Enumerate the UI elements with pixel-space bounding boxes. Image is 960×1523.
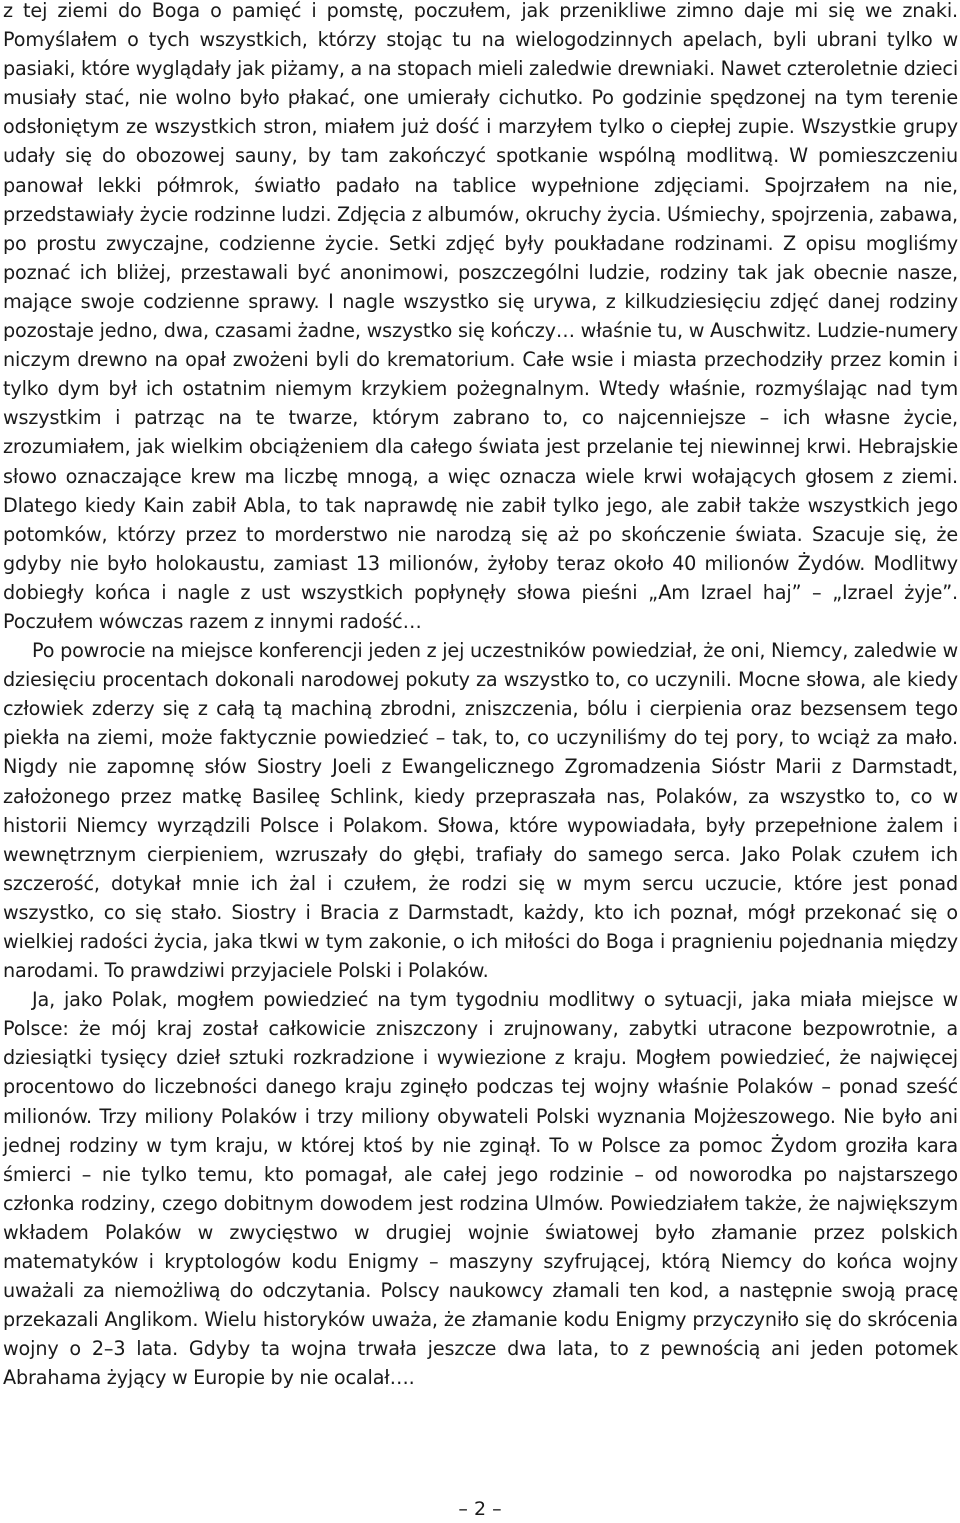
paragraph-3: Ja, jako Polak, mogłem powiedzieć na tym tygodniu modlitwy o sytuacji, jaka miała miejsce w Polsce: że mój kraj został całkowicie zniszczony i zrujnowany, zabytki utracone bezpowrotnie, a dziesiątki tysięcy dzieł sztuki rozkradzione i wywiezione z kraju. Mogłem powiedzieć, że najwięcej procentowo do liczebności danego kraju zginęło podczas tej wojny właśnie Polaków – ponad sześć milionów. Trzy miliony Polaków i trzy miliony obywateli Polski wyznania Mojżeszowego. Nie było ani jednej rodziny w tym kraju, w której ktoś by nie zginął. To w Polsce za pomoc Żydom groziła kara śmierci – nie tylko temu, kto pomagał, ale całej jego rodzinie – od noworodka po najstarszego członka rodziny, czego dobitnym dowodem jest rodzina Ulmów. Powiedziałem także, że największym wkładem Polaków w zwycięstwo w drugiej wojnie światowej było złamanie przez polskich matematyków i kryptologów kodu Enigmy – maszyny szyfrującej, którą Niemcy do końca wojny uważali za niemożliwą do odczytania. Polscy naukowcy złamali ten kod, a następnie swoją pracę przekazali Anglikom. Wielu historyków uważa, że złamanie kodu Enigmy przyczyniło się do skrócenia wojny o 2–3 lata. Gdyby ta wojna trwała jeszcze dwa lata, to z pewnością ani jeden potomek Abrahama żyjący w Europie by nie ocalał…. bbox=[3, 988, 958, 1390]
page-number: – 2 – bbox=[458, 1498, 502, 1520]
paragraph-1: z tej ziemi do Boga o pamięć i pomstę, poczułem, jak przenikliwe zimno daje mi się we znaki. Pomyślałem o tych wszystkich, którzy stojąc tu na wielogodzinnych apelach, byli ubrani tylko w pasiaki, które wyglądały jak piżamy, a na stopach mieli zaledwie drewniaki. Nawet czteroletnie dzieci musiały stać, nie wolno było płakać, one umierały cichutko. Po godzinie spędzonej na tym terenie odsłoniętym ze wszystkich stron, miałem już dość i marzyłem tylko o ciepłej zupie. Wszystkie grupy udały się do obozowej sauny, by tam zakończyć spotkanie wspólną modlitwą. W pomieszczeniu panował lekki półmrok, światło padało na tablice wypełnione zdjęciami. Spojrzałem na nie, przedstawiały życie rodzinne ludzi. Zdjęcia z albumów, okruchy życia. Uśmiechy, spojrzenia, zabawa, po prostu zwyczajne, codzienne życie. Setki zdjęć były poukładane rodzinami. Z opisu mogliśmy poznać ich bliżej, przestawali być anonimowi, poszczególni ludzie, rodziny tak jak obecnie nasze, mające swoje codzienne sprawy. I nagle wszystko się urywa, z kilkudziesięciu zdjęć danej rodziny pozostaje jedno, dwa, czasami żadne, wszystko się kończy… właśnie tu, w Auschwitz. Ludzie-numery niczym drewno na opał zwożeni byli do krematorium. Całe wsie i miasta przechodziły przez komin i tylko dym był ich ostatnim niemym krzykiem pożegnalnym. Wtedy właśnie, rozmyślając nad tym wszystkim i patrząc na te twarze, którym zabrano to, co najcenniejsze – ich własne życie, zrozumiałem, jak wielkim obciążeniem dla całego świata jest przelanie tej niewinnej krwi. Hebrajskie słowo oznaczające krew ma liczbę mnogą, a więc oznacza wiele krwi wołających głosem z ziemi. Dlatego kiedy Kain zabił Abla, to tak naprawdę nie zabił tylko jego, ale zabił także wszystkich jego potomków, którzy przez to morderstwo nie narodzą się aż po skończenie świata. Szacuje się, że gdyby nie było holokaustu, zamiast 13 milionów, żyłoby teraz około 40 milionów Żydów. Modlitwy dobiegły końca i nagle z ust wszystkich popłynęły słowa pieśni „Am Izrael haj” – „Izrael żyje”. Poczułem wówczas razem z innymi radość… bbox=[3, 0, 958, 633]
paragraph-2: Po powrocie na miejsce konferencji jeden z jej uczestników powiedział, że oni, Niemcy, zaledwie w dziesięciu procentach dokonali narodowej pokuty za wszystko to, co uczynili. Mocne słowa, ale kiedy człowiek zderzy się z całą tą machiną zbrodni, zniszczenia, bólu i cierpienia oraz bezsensem tego piekła na ziemi, może faktycznie powiedzieć – tak, to, co uczyniliśmy do tej pory, to wciąż za mało. Nigdy nie zapomnę słów Siostry Joeli z Ewangelicznego Zgromadzenia Sióstr Marii z Darmstadt, założonego przez matkę Basileę Schlink, kiedy przepraszała nas, Polaków, za wszystko to, co w historii Niemcy wyrządzili Polsce i Polakom. Słowa, które wypowiadała, były przepełnione żalem i wewnętrznym cierpieniem, wzruszały do głębi, trafiały do samego serca. Jako Polak czułem ich szczerość, dotykał mnie ich żal i czułem, że rodzi się w mym sercu uczucie, które jest ponad wszystko, co się stało. Siostry i Bracia z Darmstadt, każdy, kto ich poznał, mógł przekonać się o wielkiej radości życia, jaka tkwi w tym zakonie, o ich miłości do Boga i pragnieniu pojednania między narodami. To prawdziwi przyjaciele Polski i Polaków. bbox=[3, 639, 958, 983]
document-page bbox=[3, 0, 958, 1393]
